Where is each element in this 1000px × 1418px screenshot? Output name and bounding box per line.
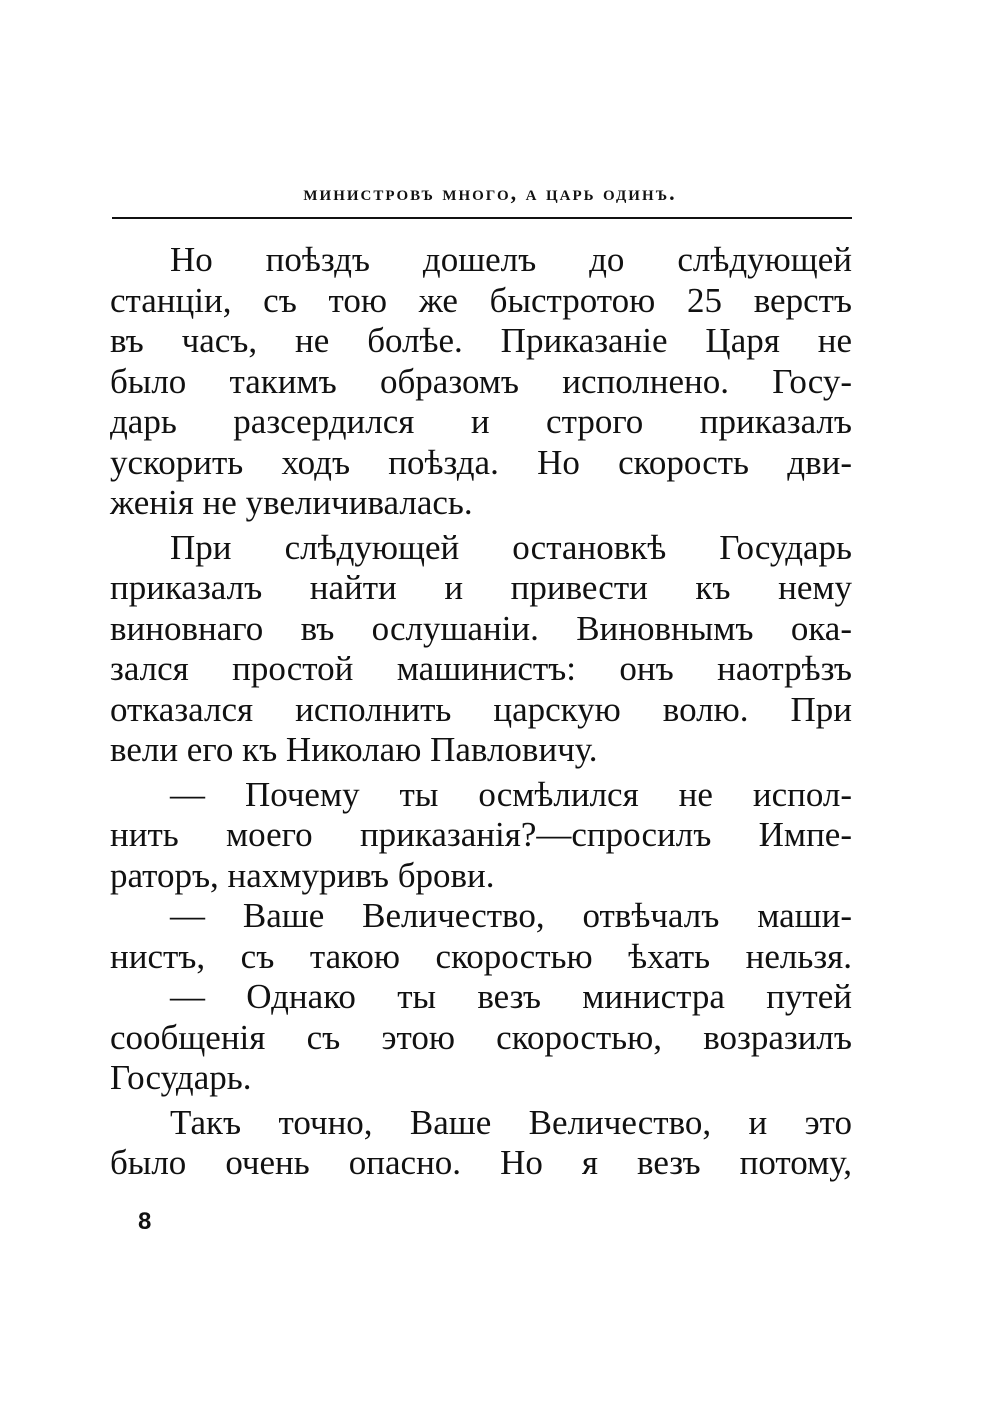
text-line: сообщенія съ этою скоростью, возразилъ	[110, 1017, 852, 1057]
text-line: Такъ точно, Ваше Величество, и это	[170, 1102, 852, 1142]
text-line: нистъ, съ такою скоростью ѣхать нельзя.	[110, 936, 852, 976]
text-line: Государь.	[110, 1058, 252, 1097]
text-line: приказалъ найти и привести къ нему	[110, 568, 852, 607]
text-line: ускорить ходъ поѣзда. Но скорость дви-	[110, 442, 852, 482]
text-line: отказался исполнить царскую волю. При	[110, 689, 852, 729]
body-text	[110, 240, 852, 1184]
text-line: было такимъ образомъ исполнено. Госу-	[110, 361, 852, 401]
text-line: вели его къ Николаю Павловичу.	[110, 730, 598, 769]
text-line: дарь разсердился и строго приказалъ	[110, 402, 852, 441]
text-line: Но поѣздъ дошелъ до слѣдующей	[170, 240, 852, 279]
text-line: — Почему ты осмѣлился не испол-	[170, 774, 852, 814]
text-line: виновнаго въ ослушаніи. Виновнымъ ока-	[110, 608, 852, 648]
running-head: министровъ много, а царь одинъ.	[303, 180, 677, 205]
text-line: раторъ, нахмуривъ брови.	[110, 855, 495, 895]
text-line: При слѣдующей остановкѣ Государь	[170, 527, 852, 567]
text-line: — Ваше Величество, отвѣчалъ маши-	[170, 896, 852, 935]
text-line: нить моего приказанія?—спросилъ Импе-	[110, 815, 852, 854]
page-number: 8	[138, 1208, 152, 1235]
text-line: женія не увеличивалась.	[110, 483, 473, 522]
text-line: зался простой машинистъ: онъ наотрѣзъ	[110, 649, 852, 688]
text-line: станціи, съ тою же быстротою 25 верстъ	[110, 280, 852, 320]
text-line: — Однако ты везъ министра путей	[170, 977, 852, 1016]
header-rule	[112, 217, 852, 219]
text-line: было очень опасно. Но я везъ потому,	[110, 1143, 852, 1182]
text-line: въ часъ, не болѣе. Приказаніе Царя не	[110, 321, 852, 360]
